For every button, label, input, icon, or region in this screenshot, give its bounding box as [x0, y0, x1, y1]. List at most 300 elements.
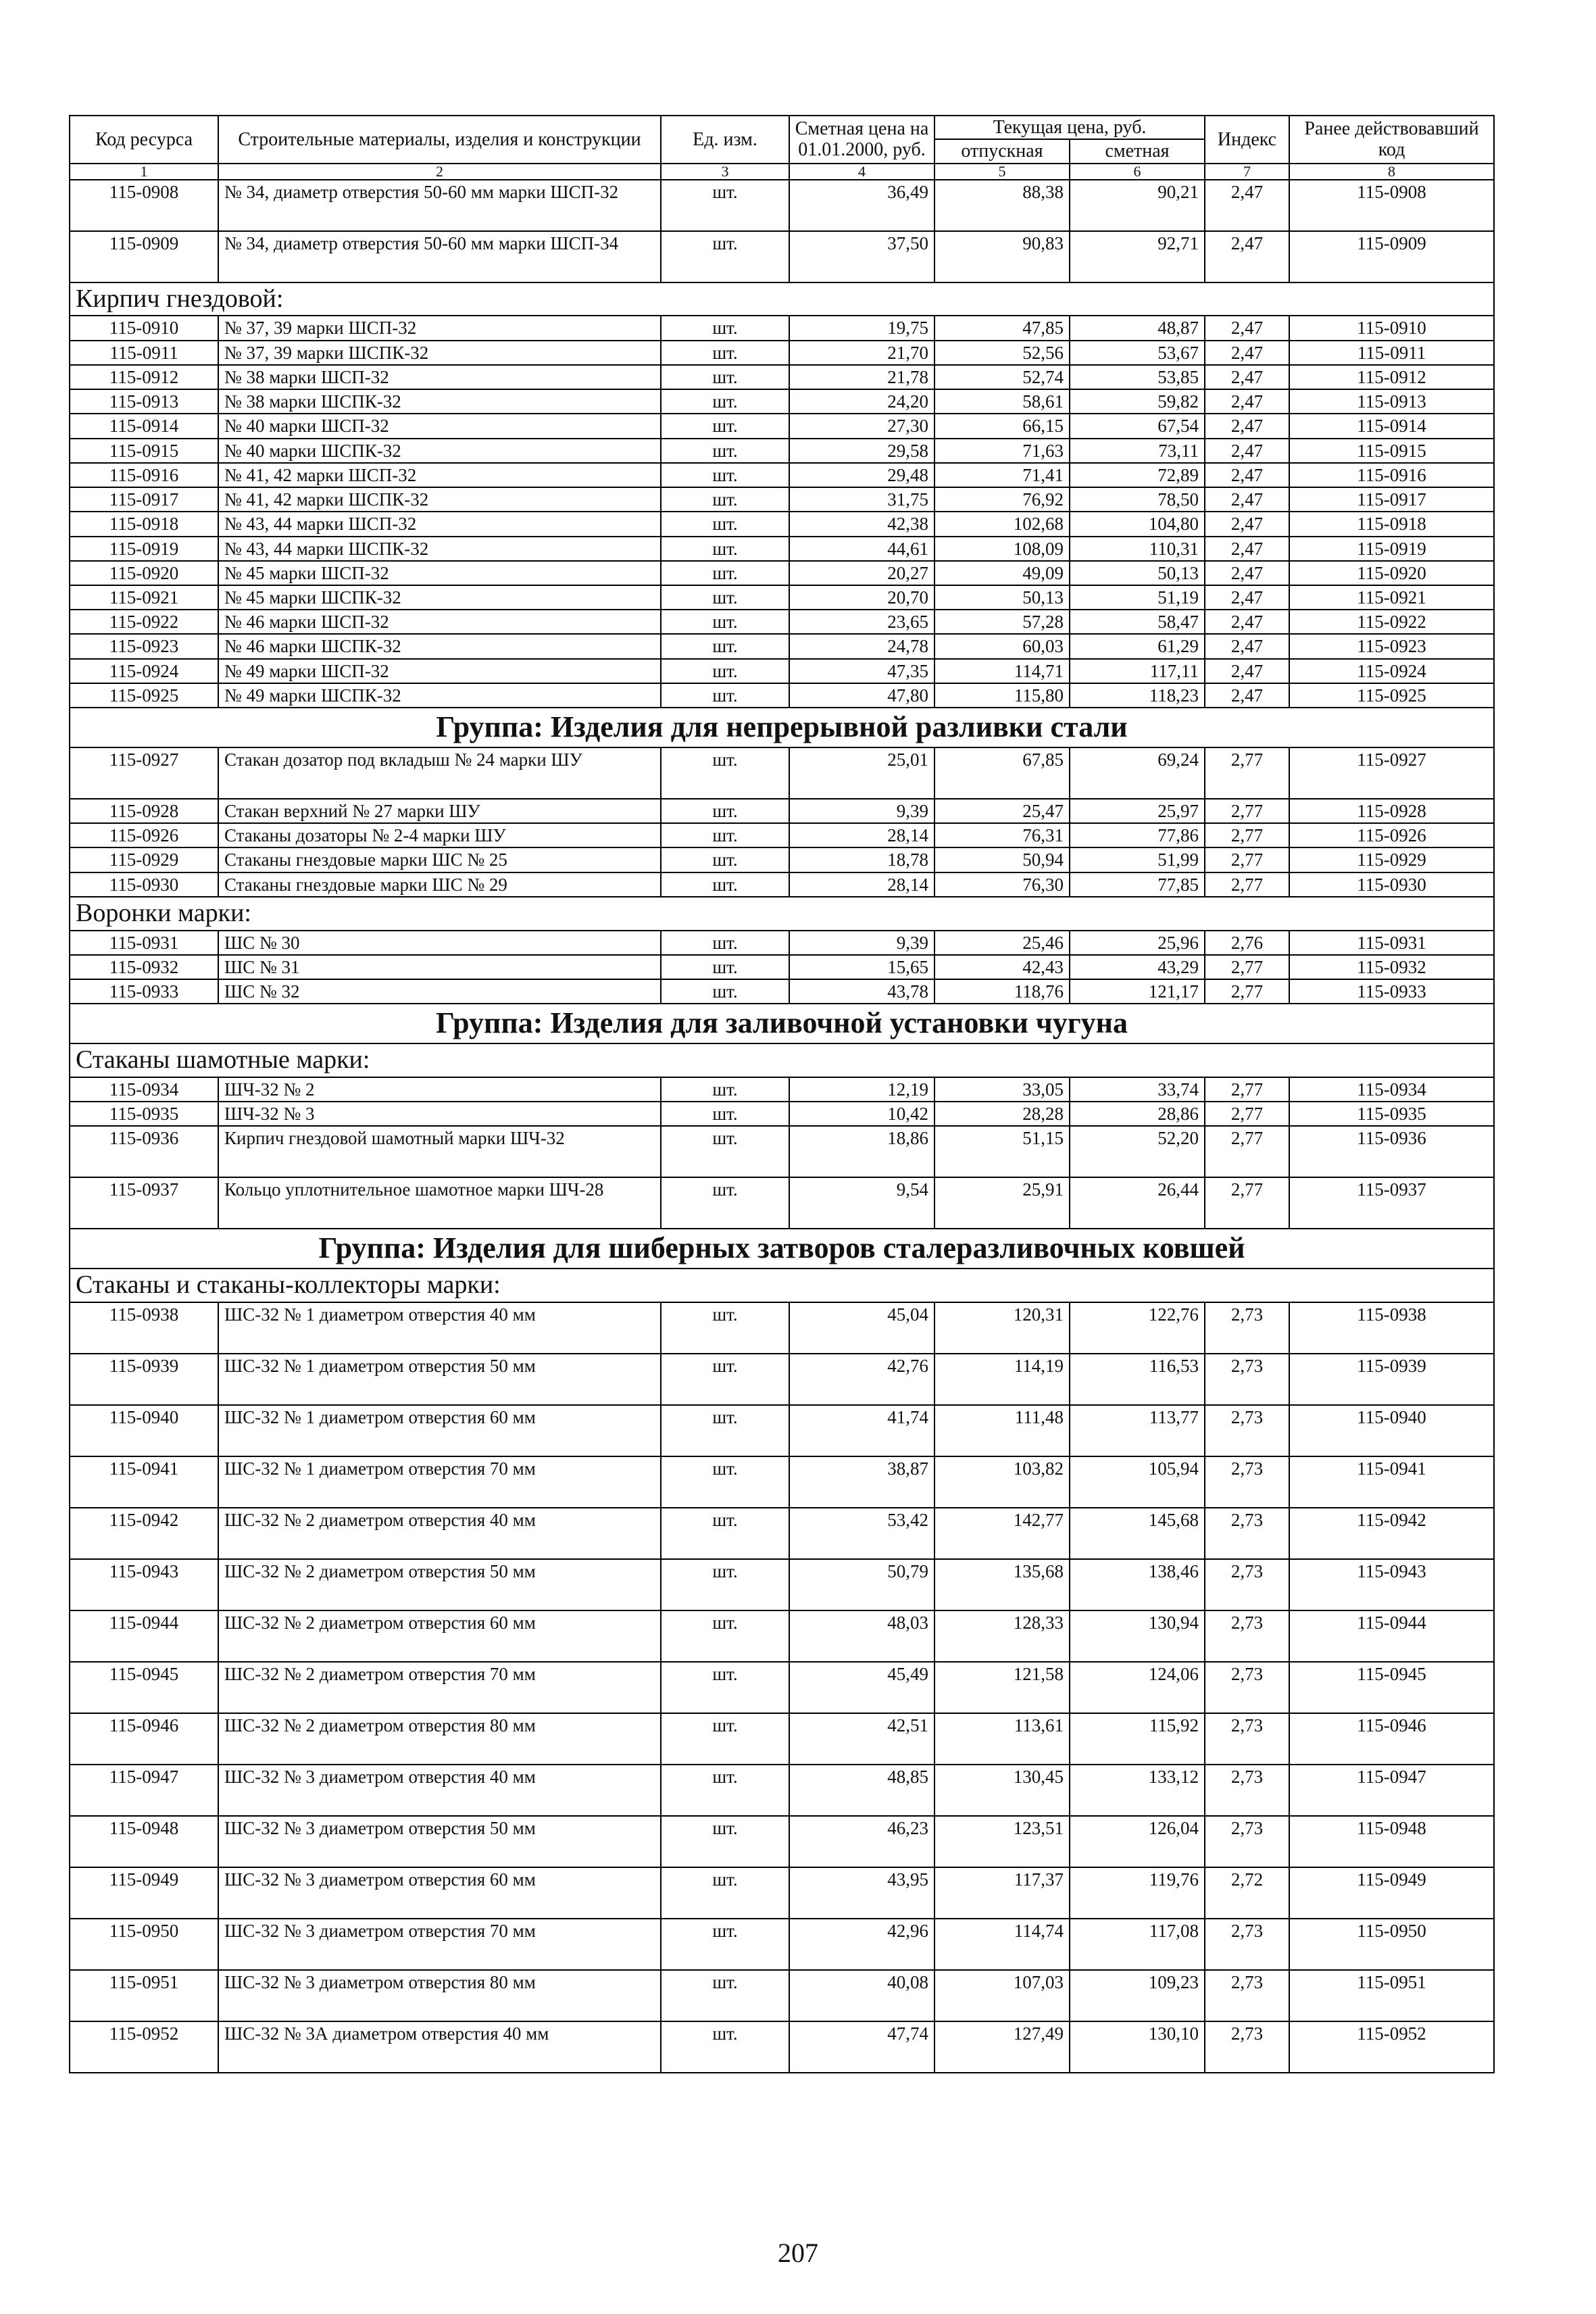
- cell-name: № 45 марки ШСП-32: [218, 561, 661, 585]
- cell-unit: шт.: [661, 931, 789, 955]
- cell-estimate-price: 25,96: [1070, 931, 1205, 955]
- page-number: 207: [778, 2238, 818, 2268]
- cell-unit: шт.: [661, 1077, 789, 1102]
- cell-base-price: 43,95: [789, 1867, 934, 1919]
- cell-code: 115-0917: [70, 487, 218, 512]
- cell-code: 115-0951: [70, 1970, 218, 2021]
- cell-index: 2,77: [1205, 847, 1289, 872]
- cell-base-price: 9,39: [789, 799, 934, 823]
- cell-previous-code: 115-0909: [1289, 231, 1494, 282]
- cell-code: 115-0909: [70, 231, 218, 282]
- cell-name: ШС-32 № 2 диаметром отверстия 70 мм: [218, 1662, 661, 1713]
- cell-name: Стакан верхний № 27 марки ШУ: [218, 799, 661, 823]
- cell-release-price: 114,19: [934, 1354, 1070, 1405]
- table-header: [70, 116, 1494, 180]
- column-number: 6: [1070, 164, 1205, 180]
- cell-previous-code: 115-0930: [1289, 872, 1494, 897]
- cell-code: 115-0941: [70, 1456, 218, 1508]
- cell-index: 2,47: [1205, 341, 1289, 365]
- group-heading: Группа: Изделия для заливочной установки чугуна: [70, 1004, 1494, 1043]
- cell-release-price: 50,94: [934, 847, 1070, 872]
- cell-previous-code: 115-0929: [1289, 847, 1494, 872]
- cell-release-price: 52,56: [934, 341, 1070, 365]
- cell-unit: шт.: [661, 1405, 789, 1456]
- cell-index: 2,73: [1205, 1610, 1289, 1662]
- table-row: [70, 439, 1494, 463]
- cell-unit: шт.: [661, 1559, 789, 1610]
- table-row: [70, 537, 1494, 561]
- cell-unit: шт.: [661, 439, 789, 463]
- cell-code: 115-0916: [70, 463, 218, 487]
- cell-base-price: 42,51: [789, 1713, 934, 1765]
- cell-index: 2,47: [1205, 365, 1289, 389]
- cell-code: 115-0943: [70, 1559, 218, 1610]
- cell-index: 2,73: [1205, 1713, 1289, 1765]
- cell-release-price: 60,03: [934, 634, 1070, 658]
- cell-previous-code: 115-0949: [1289, 1867, 1494, 1919]
- cell-code: 115-0938: [70, 1302, 218, 1354]
- cell-name: ШС № 32: [218, 979, 661, 1004]
- cell-unit: шт.: [661, 1354, 789, 1405]
- cell-estimate-price: 104,80: [1070, 512, 1205, 536]
- cell-base-price: 28,14: [789, 872, 934, 897]
- cell-base-price: 21,78: [789, 365, 934, 389]
- cell-index: 2,47: [1205, 389, 1289, 414]
- header-estimate-price: сметная: [1070, 139, 1205, 163]
- cell-base-price: 28,14: [789, 823, 934, 847]
- cell-name: ШС-32 № 3 диаметром отверстия 80 мм: [218, 1970, 661, 2021]
- cell-release-price: 76,31: [934, 823, 1070, 847]
- table-row: [70, 1559, 1494, 1610]
- cell-base-price: 47,35: [789, 659, 934, 683]
- cell-base-price: 46,23: [789, 1816, 934, 1867]
- table-row: [70, 1662, 1494, 1713]
- table-row: [70, 487, 1494, 512]
- cell-estimate-price: 119,76: [1070, 1867, 1205, 1919]
- table-row: [70, 1919, 1494, 1970]
- cell-name: № 38 марки ШСП-32: [218, 365, 661, 389]
- cell-index: 2,47: [1205, 487, 1289, 512]
- cell-previous-code: 115-0912: [1289, 365, 1494, 389]
- cell-unit: шт.: [661, 537, 789, 561]
- cell-previous-code: 115-0945: [1289, 1662, 1494, 1713]
- cell-release-price: 120,31: [934, 1302, 1070, 1354]
- cell-index: 2,77: [1205, 979, 1289, 1004]
- cell-unit: шт.: [661, 1867, 789, 1919]
- table-row: [70, 1177, 1494, 1229]
- cell-base-price: 29,48: [789, 463, 934, 487]
- cell-base-price: 25,01: [789, 747, 934, 799]
- cell-estimate-price: 117,11: [1070, 659, 1205, 683]
- column-number: 4: [789, 164, 934, 180]
- cell-estimate-price: 130,94: [1070, 1610, 1205, 1662]
- cell-estimate-price: 59,82: [1070, 389, 1205, 414]
- cell-name: ШС-32 № 3 диаметром отверстия 40 мм: [218, 1765, 661, 1816]
- cell-release-price: 90,83: [934, 231, 1070, 282]
- cell-previous-code: 115-0951: [1289, 1970, 1494, 2021]
- header-unit: Ед. изм.: [661, 116, 789, 164]
- cell-code: 115-0927: [70, 747, 218, 799]
- cell-estimate-price: 109,23: [1070, 1970, 1205, 2021]
- cell-estimate-price: 124,06: [1070, 1662, 1205, 1713]
- cell-estimate-price: 126,04: [1070, 1816, 1205, 1867]
- cell-index: 2,47: [1205, 561, 1289, 585]
- cell-name: ШС-32 № 2 диаметром отверстия 40 мм: [218, 1508, 661, 1559]
- cell-previous-code: 115-0927: [1289, 747, 1494, 799]
- cell-previous-code: 115-0944: [1289, 1610, 1494, 1662]
- cell-unit: шт.: [661, 487, 789, 512]
- cell-index: 2,73: [1205, 1559, 1289, 1610]
- cell-base-price: 9,39: [789, 931, 934, 955]
- cell-estimate-price: 113,77: [1070, 1405, 1205, 1456]
- cell-name: № 40 марки ШСП-32: [218, 414, 661, 438]
- table-row: [70, 1610, 1494, 1662]
- cell-index: 2,73: [1205, 1456, 1289, 1508]
- table-row: [70, 823, 1494, 847]
- cell-name: ШС-32 № 1 диаметром отверстия 60 мм: [218, 1405, 661, 1456]
- cell-unit: шт.: [661, 979, 789, 1004]
- cell-code: 115-0913: [70, 389, 218, 414]
- cell-code: 115-0942: [70, 1508, 218, 1559]
- group-heading: Группа: Изделия для шиберных затворов сталеразливочных ковшей: [70, 1229, 1494, 1269]
- cell-base-price: 38,87: [789, 1456, 934, 1508]
- subheading: Стаканы шамотные марки:: [70, 1043, 1494, 1077]
- cell-estimate-price: 50,13: [1070, 561, 1205, 585]
- cell-base-price: 20,27: [789, 561, 934, 585]
- cell-base-price: 18,86: [789, 1126, 934, 1177]
- cell-code: 115-0919: [70, 537, 218, 561]
- cell-index: 2,47: [1205, 512, 1289, 536]
- cell-index: 2,73: [1205, 1302, 1289, 1354]
- cell-unit: шт.: [661, 1713, 789, 1765]
- cell-base-price: 20,70: [789, 585, 934, 610]
- cell-estimate-price: 116,53: [1070, 1354, 1205, 1405]
- cell-name: № 45 марки ШСПК-32: [218, 585, 661, 610]
- cell-unit: шт.: [661, 823, 789, 847]
- cell-previous-code: 115-0919: [1289, 537, 1494, 561]
- table-row: [70, 979, 1494, 1004]
- cell-previous-code: 115-0926: [1289, 823, 1494, 847]
- header-base-price: Сметная цена на 01.01.2000, руб.: [789, 116, 934, 164]
- cell-code: 115-0915: [70, 439, 218, 463]
- cell-name: ШС-32 № 1 диаметром отверстия 70 мм: [218, 1456, 661, 1508]
- cell-name: № 37, 39 марки ШСП-32: [218, 316, 661, 340]
- cell-name: ШС № 30: [218, 931, 661, 955]
- cell-previous-code: 115-0936: [1289, 1126, 1494, 1177]
- cell-release-price: 28,28: [934, 1102, 1070, 1126]
- cell-estimate-price: 33,74: [1070, 1077, 1205, 1102]
- cell-previous-code: 115-0916: [1289, 463, 1494, 487]
- cell-unit: шт.: [661, 180, 789, 231]
- cell-name: ШС-32 № 3 диаметром отверстия 60 мм: [218, 1867, 661, 1919]
- cell-code: 115-0921: [70, 585, 218, 610]
- table-row: [70, 341, 1494, 365]
- cell-code: 115-0933: [70, 979, 218, 1004]
- cell-unit: шт.: [661, 872, 789, 897]
- table-row: [70, 561, 1494, 585]
- cell-index: 2,77: [1205, 872, 1289, 897]
- cell-previous-code: 115-0925: [1289, 683, 1494, 708]
- cell-base-price: 53,42: [789, 1508, 934, 1559]
- cell-release-price: 117,37: [934, 1867, 1070, 1919]
- cell-base-price: 37,50: [789, 231, 934, 282]
- cell-release-price: 57,28: [934, 610, 1070, 634]
- table-row: [70, 634, 1494, 658]
- cell-estimate-price: 48,87: [1070, 316, 1205, 340]
- cell-release-price: 123,51: [934, 1816, 1070, 1867]
- subheading-row: [70, 1043, 1494, 1077]
- cell-code: 115-0947: [70, 1765, 218, 1816]
- cell-unit: шт.: [661, 955, 789, 979]
- header-index: Индекс: [1205, 116, 1289, 164]
- table-row: [70, 955, 1494, 979]
- cell-name: № 43, 44 марки ШСП-32: [218, 512, 661, 536]
- cell-previous-code: 115-0940: [1289, 1405, 1494, 1456]
- cell-unit: шт.: [661, 1302, 789, 1354]
- table-row: [70, 931, 1494, 955]
- table-row: [70, 1456, 1494, 1508]
- cell-estimate-price: 133,12: [1070, 1765, 1205, 1816]
- cell-estimate-price: 61,29: [1070, 634, 1205, 658]
- cell-base-price: 10,42: [789, 1102, 934, 1126]
- cell-previous-code: 115-0914: [1289, 414, 1494, 438]
- cell-name: ШС-32 № 1 диаметром отверстия 50 мм: [218, 1354, 661, 1405]
- cell-release-price: 128,33: [934, 1610, 1070, 1662]
- cell-previous-code: 115-0946: [1289, 1713, 1494, 1765]
- cell-name: ШЧ-32 № 2: [218, 1077, 661, 1102]
- cell-unit: шт.: [661, 659, 789, 683]
- table-row: [70, 2021, 1494, 2073]
- cell-code: 115-0952: [70, 2021, 218, 2073]
- cell-estimate-price: 67,54: [1070, 414, 1205, 438]
- cell-previous-code: 115-0950: [1289, 1919, 1494, 1970]
- cell-unit: шт.: [661, 847, 789, 872]
- cell-unit: шт.: [661, 610, 789, 634]
- cell-code: 115-0935: [70, 1102, 218, 1126]
- cell-index: 2,47: [1205, 316, 1289, 340]
- cell-name: № 41, 42 марки ШСП-32: [218, 463, 661, 487]
- cell-release-price: 88,38: [934, 180, 1070, 231]
- cell-unit: шт.: [661, 585, 789, 610]
- cell-previous-code: 115-0943: [1289, 1559, 1494, 1610]
- cell-estimate-price: 138,46: [1070, 1559, 1205, 1610]
- cell-name: № 49 марки ШСПК-32: [218, 683, 661, 708]
- table-row: [70, 1077, 1494, 1102]
- cell-previous-code: 115-0917: [1289, 487, 1494, 512]
- cell-name: № 37, 39 марки ШСПК-32: [218, 341, 661, 365]
- table-row: [70, 799, 1494, 823]
- cell-previous-code: 115-0913: [1289, 389, 1494, 414]
- cell-release-price: 51,15: [934, 1126, 1070, 1177]
- cell-previous-code: 115-0922: [1289, 610, 1494, 634]
- cell-code: 115-0912: [70, 365, 218, 389]
- cell-base-price: 31,75: [789, 487, 934, 512]
- cell-previous-code: 115-0942: [1289, 1508, 1494, 1559]
- cell-release-price: 135,68: [934, 1559, 1070, 1610]
- cell-estimate-price: 130,10: [1070, 2021, 1205, 2073]
- cell-index: 2,47: [1205, 585, 1289, 610]
- cell-base-price: 18,78: [789, 847, 934, 872]
- cell-estimate-price: 69,24: [1070, 747, 1205, 799]
- cell-release-price: 130,45: [934, 1765, 1070, 1816]
- cell-previous-code: 115-0933: [1289, 979, 1494, 1004]
- column-number: 7: [1205, 164, 1289, 180]
- cell-index: 2,47: [1205, 659, 1289, 683]
- cell-base-price: 42,96: [789, 1919, 934, 1970]
- table-row: [70, 1102, 1494, 1126]
- cell-code: 115-0945: [70, 1662, 218, 1713]
- column-number: 5: [934, 164, 1070, 180]
- cell-base-price: 9,54: [789, 1177, 934, 1229]
- cell-code: 115-0910: [70, 316, 218, 340]
- cell-estimate-price: 77,85: [1070, 872, 1205, 897]
- cell-release-price: 103,82: [934, 1456, 1070, 1508]
- cell-previous-code: 115-0947: [1289, 1765, 1494, 1816]
- cell-previous-code: 115-0935: [1289, 1102, 1494, 1126]
- cell-index: 2,47: [1205, 610, 1289, 634]
- cell-estimate-price: 58,47: [1070, 610, 1205, 634]
- cell-base-price: 42,38: [789, 512, 934, 536]
- cell-release-price: 107,03: [934, 1970, 1070, 2021]
- cell-base-price: 41,74: [789, 1405, 934, 1456]
- cell-code: 115-0946: [70, 1713, 218, 1765]
- cell-release-price: 142,77: [934, 1508, 1070, 1559]
- cell-index: 2,76: [1205, 931, 1289, 955]
- column-number: 1: [70, 164, 218, 180]
- cell-estimate-price: 92,71: [1070, 231, 1205, 282]
- cell-previous-code: 115-0908: [1289, 180, 1494, 231]
- cell-name: ШС-32 № 2 диаметром отверстия 60 мм: [218, 1610, 661, 1662]
- cell-estimate-price: 53,67: [1070, 341, 1205, 365]
- cell-estimate-price: 25,97: [1070, 799, 1205, 823]
- cell-name: Кирпич гнездовой шамотный марки ШЧ-32: [218, 1126, 661, 1177]
- cell-index: 2,73: [1205, 1765, 1289, 1816]
- cell-base-price: 40,08: [789, 1970, 934, 2021]
- cell-release-price: 115,80: [934, 683, 1070, 708]
- cell-code: 115-0918: [70, 512, 218, 536]
- cell-base-price: 15,65: [789, 955, 934, 979]
- cell-index: 2,47: [1205, 439, 1289, 463]
- cell-release-price: 47,85: [934, 316, 1070, 340]
- cell-code: 115-0934: [70, 1077, 218, 1102]
- cell-unit: шт.: [661, 747, 789, 799]
- cell-base-price: 45,04: [789, 1302, 934, 1354]
- cell-code: 115-0931: [70, 931, 218, 955]
- cell-name: ШС-32 № 3 диаметром отверстия 70 мм: [218, 1919, 661, 1970]
- column-number: 2: [218, 164, 661, 180]
- header-name: Строительные материалы, изделия и конструкции: [218, 116, 661, 164]
- cell-unit: шт.: [661, 231, 789, 282]
- cell-base-price: 23,65: [789, 610, 934, 634]
- cell-unit: шт.: [661, 1610, 789, 1662]
- cell-estimate-price: 51,99: [1070, 847, 1205, 872]
- cell-previous-code: 115-0937: [1289, 1177, 1494, 1229]
- group-heading-row: [70, 1004, 1494, 1043]
- cell-unit: шт.: [661, 1919, 789, 1970]
- cell-release-price: 25,47: [934, 799, 1070, 823]
- cell-estimate-price: 53,85: [1070, 365, 1205, 389]
- cell-index: 2,73: [1205, 2021, 1289, 2073]
- cell-unit: шт.: [661, 1816, 789, 1867]
- cell-estimate-price: 73,11: [1070, 439, 1205, 463]
- cell-name: № 41, 42 марки ШСПК-32: [218, 487, 661, 512]
- cell-previous-code: 115-0938: [1289, 1302, 1494, 1354]
- cell-release-price: 111,48: [934, 1405, 1070, 1456]
- cell-estimate-price: 43,29: [1070, 955, 1205, 979]
- cell-unit: шт.: [661, 316, 789, 340]
- table-row: [70, 414, 1494, 438]
- cell-code: 115-0911: [70, 341, 218, 365]
- cell-index: 2,47: [1205, 180, 1289, 231]
- table-body: [70, 180, 1494, 2073]
- cell-estimate-price: 72,89: [1070, 463, 1205, 487]
- cell-estimate-price: 117,08: [1070, 1919, 1205, 1970]
- cell-release-price: 42,43: [934, 955, 1070, 979]
- table-row: [70, 1508, 1494, 1559]
- column-numbers-row: [70, 164, 1494, 180]
- table-row: [70, 389, 1494, 414]
- cell-index: 2,73: [1205, 1816, 1289, 1867]
- cell-name: № 38 марки ШСПК-32: [218, 389, 661, 414]
- header-release-price: отпускная: [934, 139, 1070, 163]
- subheading-row: [70, 282, 1494, 316]
- cell-name: ШС-32 № 1 диаметром отверстия 40 мм: [218, 1302, 661, 1354]
- cell-release-price: 71,63: [934, 439, 1070, 463]
- table-row: [70, 1713, 1494, 1765]
- cell-code: 115-0944: [70, 1610, 218, 1662]
- table-row: [70, 1765, 1494, 1816]
- cell-index: 2,73: [1205, 1970, 1289, 2021]
- cell-code: 115-0925: [70, 683, 218, 708]
- cell-index: 2,77: [1205, 955, 1289, 979]
- cell-previous-code: 115-0928: [1289, 799, 1494, 823]
- table-row: [70, 463, 1494, 487]
- cell-base-price: 48,85: [789, 1765, 934, 1816]
- cell-previous-code: 115-0911: [1289, 341, 1494, 365]
- cell-index: 2,73: [1205, 1354, 1289, 1405]
- cell-index: 2,47: [1205, 231, 1289, 282]
- cell-previous-code: 115-0932: [1289, 955, 1494, 979]
- cell-index: 2,47: [1205, 683, 1289, 708]
- cell-release-price: 121,58: [934, 1662, 1070, 1713]
- cell-code: 115-0937: [70, 1177, 218, 1229]
- price-table: [69, 115, 1495, 2073]
- cell-name: Стаканы дозаторы № 2-4 марки ШУ: [218, 823, 661, 847]
- cell-code: 115-0930: [70, 872, 218, 897]
- cell-name: Стакан дозатор под вкладыш № 24 марки ШУ: [218, 747, 661, 799]
- cell-previous-code: 115-0941: [1289, 1456, 1494, 1508]
- cell-previous-code: 115-0915: [1289, 439, 1494, 463]
- subheading: Воронки марки:: [70, 897, 1494, 931]
- cell-code: 115-0920: [70, 561, 218, 585]
- cell-index: 2,72: [1205, 1867, 1289, 1919]
- cell-name: ШС-32 № 2 диаметром отверстия 80 мм: [218, 1713, 661, 1765]
- cell-estimate-price: 26,44: [1070, 1177, 1205, 1229]
- cell-name: № 40 марки ШСПК-32: [218, 439, 661, 463]
- cell-unit: шт.: [661, 561, 789, 585]
- cell-estimate-price: 121,17: [1070, 979, 1205, 1004]
- cell-index: 2,47: [1205, 634, 1289, 658]
- cell-previous-code: 115-0918: [1289, 512, 1494, 536]
- cell-unit: шт.: [661, 1662, 789, 1713]
- table-row: [70, 585, 1494, 610]
- subheading: Кирпич гнездовой:: [70, 282, 1494, 316]
- cell-previous-code: 115-0939: [1289, 1354, 1494, 1405]
- cell-estimate-price: 90,21: [1070, 180, 1205, 231]
- table-row: [70, 683, 1494, 708]
- cell-release-price: 127,49: [934, 2021, 1070, 2073]
- cell-index: 2,73: [1205, 1662, 1289, 1713]
